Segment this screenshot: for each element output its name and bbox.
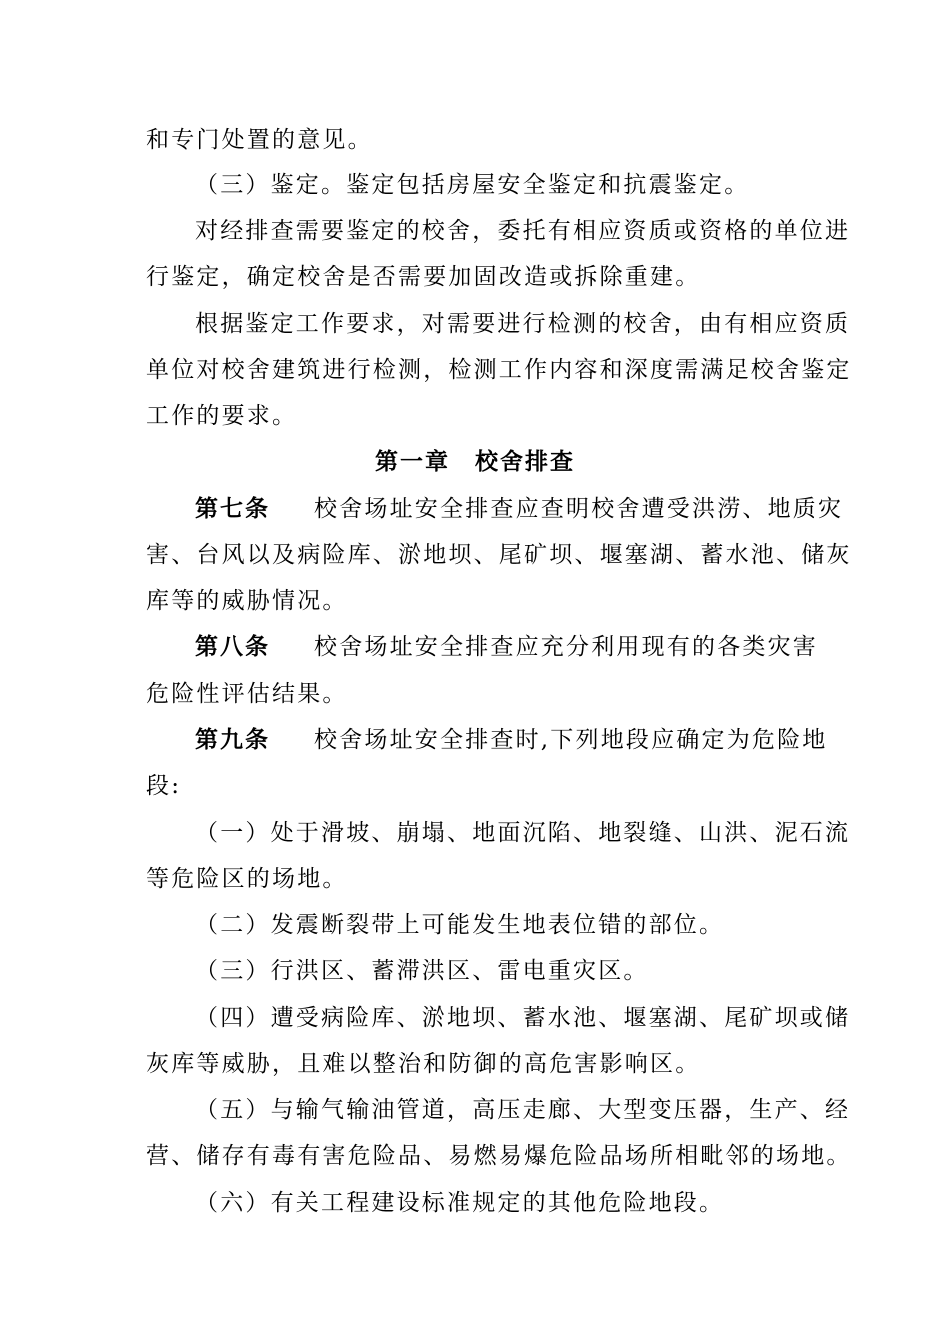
article-text: 校舍场址安全排查时,下列地段应确定为危险地 bbox=[314, 727, 828, 753]
chapter-heading: 第一章 校舍排查 bbox=[375, 449, 575, 475]
article-text: 校舍场址安全排查应查明校舍遭受洪涝、地质灾 bbox=[314, 496, 844, 522]
paragraph-line: 库等的威胁情况。 bbox=[146, 588, 348, 614]
list-item-line: （三）行洪区、蓄滞洪区、雷电重灾区。 bbox=[195, 958, 649, 984]
list-item-line: （一）处于滑坡、崩塌、地面沉陷、地裂缝、山洪、泥石流 bbox=[195, 820, 851, 846]
paragraph-line: 单位对校舍建筑进行检测，检测工作内容和深度需满足校舍鉴定 bbox=[146, 357, 852, 383]
article-first-line bbox=[195, 725, 828, 755]
paragraph-line: 危险性评估结果。 bbox=[146, 681, 348, 707]
paragraph-line: 和专门处置的意见。 bbox=[146, 127, 373, 153]
article-first-line bbox=[195, 494, 843, 524]
list-item-line: 灰库等威胁，且难以整治和防御的高危害影响区。 bbox=[146, 1051, 701, 1077]
paragraph-line: 害、台风以及病险库、淤地坝、尾矿坝、堰塞湖、蓄水池、储灰 bbox=[146, 542, 852, 568]
list-item-line: （五）与输气输油管道，高压走廊、大型变压器，生产、经 bbox=[195, 1097, 851, 1123]
paragraph-line: 根据鉴定工作要求，对需要进行检测的校舍，由有相应资质 bbox=[195, 311, 851, 337]
list-item-line: 等危险区的场地。 bbox=[146, 866, 348, 892]
paragraph-line: 对经排查需要鉴定的校舍，委托有相应资质或资格的单位进 bbox=[195, 218, 851, 244]
list-item-line: （四）遭受病险库、淤地坝、蓄水池、堰塞湖、尾矿坝或储 bbox=[195, 1005, 851, 1031]
article-text: 校舍场址安全排查应充分利用现有的各类灾害 bbox=[314, 634, 818, 660]
list-item-line: （二）发震断裂带上可能发生地表位错的部位。 bbox=[195, 912, 725, 938]
paragraph-line: 行鉴定，确定校舍是否需要加固改造或拆除重建。 bbox=[146, 264, 701, 290]
list-item-line: 营、储存有毒有害危险品、易燃易爆危险品场所相毗邻的场地。 bbox=[146, 1143, 852, 1169]
article-label: 第七条 bbox=[195, 496, 270, 522]
article-label: 第八条 bbox=[195, 634, 270, 660]
article-first-line bbox=[195, 632, 818, 662]
list-item-line: （六）有关工程建设标准规定的其他危险地段。 bbox=[195, 1190, 725, 1216]
paragraph-line: （三）鉴定。鉴定包括房屋安全鉴定和抗震鉴定。 bbox=[195, 172, 750, 198]
paragraph-line: 段: bbox=[146, 773, 182, 799]
article-label: 第九条 bbox=[195, 727, 270, 753]
paragraph-line: 工作的要求。 bbox=[146, 403, 298, 429]
